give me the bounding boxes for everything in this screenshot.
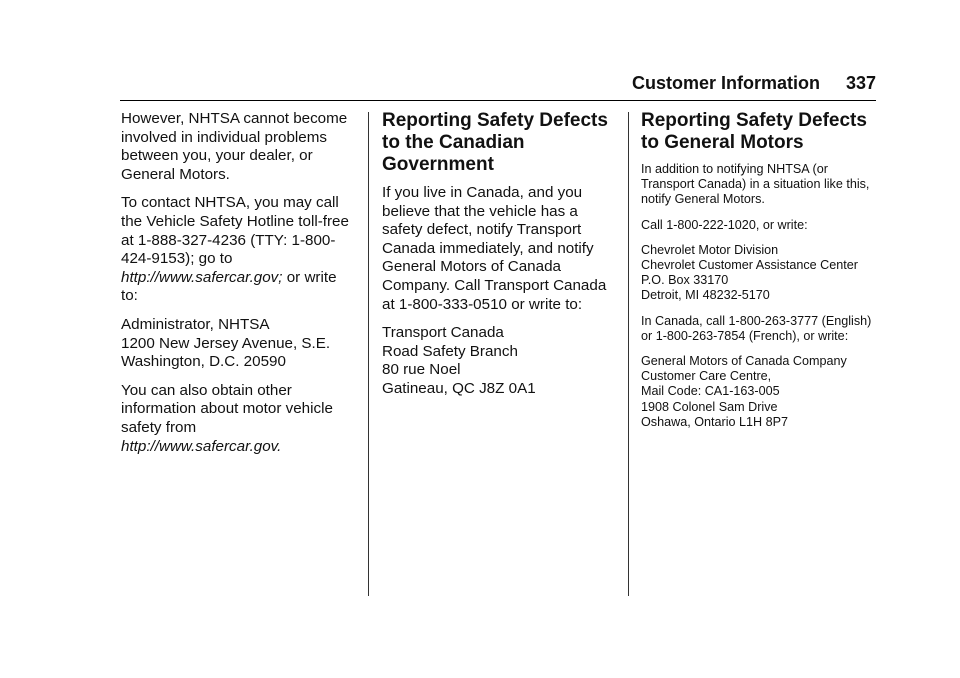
address-line: General Motors of Canada Company <box>641 354 847 369</box>
transport-canada-address <box>382 324 618 398</box>
section-title: Customer Information <box>631 73 820 93</box>
paragraph-contact-nhtsa <box>121 194 357 306</box>
address-line: 80 rue Noel <box>382 361 461 379</box>
address-line: Customer Care Centre, <box>641 369 772 384</box>
address-line: Road Safety Branch <box>382 342 518 360</box>
contact-text: To contact NHTSA, you may call the Vehicle Safety Hotline toll-free at 1-888-327-4236 (TTY: 1-800-424-9153); go to <box>121 194 349 268</box>
address-line: Mail Code: CA1-163-005 <box>641 384 780 399</box>
paragraph-nhtsa-limits: However, NHTSA cannot become involved in individual problems between you, your dealer, or General Motors. <box>121 110 348 183</box>
paragraph-notify-gm: In addition to notifying NHTSA (or Transport Canada) in a situation like this, notify General Motors. <box>641 162 870 207</box>
address-line: Oshawa, Ontario L1H 8P7 <box>641 414 789 429</box>
column-right <box>641 110 877 440</box>
paragraph-canada-call: In Canada, call 1-800-263-3777 (English) or 1-800-263-7854 (French), or write: <box>641 313 872 343</box>
column-divider <box>628 112 629 596</box>
chevrolet-address <box>641 243 877 304</box>
address-line: Chevrolet Motor Division <box>641 242 779 257</box>
more-info-text: You can also obtain other information about motor vehicle safety from <box>121 381 333 436</box>
address-line: 1908 Colonel Sam Drive <box>641 399 778 414</box>
address-line: Gatineau, QC J8Z 0A1 <box>382 379 536 397</box>
contact-text-end: or write to: <box>121 268 337 305</box>
address-line: Chevrolet Customer Assistance Center <box>641 258 858 273</box>
safercar-link[interactable]: http://www.safercar.gov. <box>121 437 282 455</box>
address-line: 1200 New Jersey Avenue, S.E. <box>121 334 331 352</box>
address-line: Transport Canada <box>382 324 504 342</box>
nhtsa-address <box>121 316 357 372</box>
paragraph-call-gm: Call 1-800-222-1020, or write: <box>641 217 808 232</box>
safercar-link[interactable]: http://www.safercar.gov; <box>121 268 283 286</box>
page-header <box>120 72 876 101</box>
address-line: Washington, D.C. 20590 <box>121 353 286 371</box>
heading-canadian-government: Reporting Safety Defects to the Canadian Government <box>382 110 608 175</box>
column-divider <box>368 112 369 596</box>
column-left <box>121 110 357 466</box>
paragraph-more-info <box>121 382 357 456</box>
page-number: 337 <box>845 73 876 93</box>
gm-canada-address <box>641 354 877 430</box>
column-middle <box>382 110 618 409</box>
heading-general-motors: Reporting Safety Defects to General Motors <box>641 110 867 153</box>
address-line: Detroit, MI 48232-5170 <box>641 288 770 303</box>
paragraph-canada: If you live in Canada, and you believe that the vehicle has a safety defect, notify Transport Canada immediately, and notify General Motors of Canada Company. Call Transport Canada at 1-800-333-0510 or write to: <box>382 184 607 313</box>
address-line: Administrator, NHTSA <box>121 315 270 333</box>
address-line: P.O. Box 33170 <box>641 273 729 288</box>
